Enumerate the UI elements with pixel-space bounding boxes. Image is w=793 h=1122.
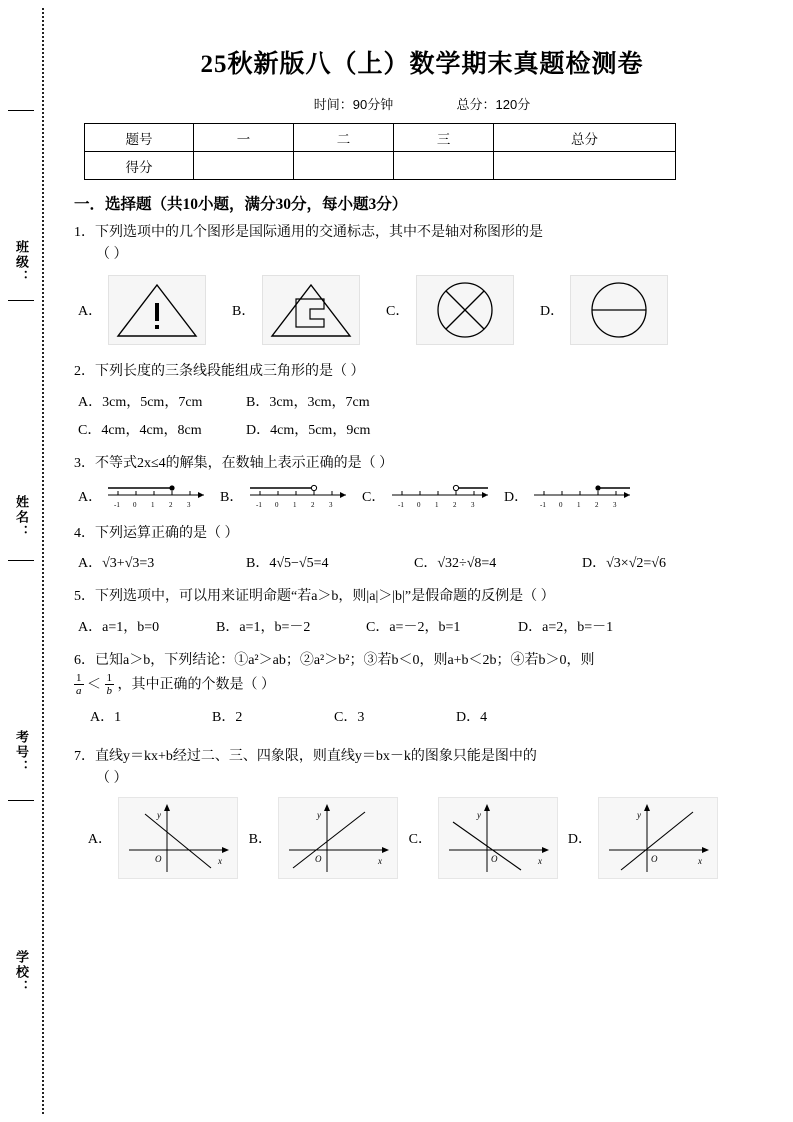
svg-text:2: 2 <box>453 500 457 509</box>
choice-label-c: C． <box>408 832 432 848</box>
question-5-options <box>78 616 772 636</box>
circle-cross-sign-icon <box>416 275 514 345</box>
svg-text:y: y <box>317 810 321 821</box>
svg-text:-1: -1 <box>540 500 546 509</box>
side-divider <box>8 800 34 801</box>
question-3 <box>74 453 772 475</box>
question-number: 6． <box>74 653 95 669</box>
table-row <box>85 152 676 180</box>
question-6-options <box>90 706 772 726</box>
table-cell <box>294 152 394 180</box>
question-blank: （ ） <box>96 246 128 262</box>
option-c: C．3 <box>334 710 365 726</box>
option-d: D．a=2，b=－1 <box>518 620 614 636</box>
svg-text:y: y <box>477 810 481 821</box>
graph-a-icon <box>118 797 238 879</box>
question-blank: （ ） <box>96 770 128 786</box>
question-text: 下列长度的三条线段能组成三角形的是（ ） <box>95 364 365 380</box>
svg-text:y: y <box>637 810 641 821</box>
side-divider <box>8 560 34 561</box>
svg-text:3: 3 <box>613 500 617 509</box>
numberline-c-icon <box>388 479 496 513</box>
fraction-one-over-a: $\frac{1}{a}$ <box>76 671 82 698</box>
side-label-examno: 考号： <box>14 730 29 775</box>
fraction-one-over-b: $\frac{1}{b}$ <box>106 671 112 698</box>
svg-text:-1: -1 <box>114 500 120 509</box>
option-b: B．4√5−√5=4 <box>246 556 329 572</box>
numberline-b-icon <box>246 479 354 513</box>
triangle-step-sign-icon <box>262 275 360 345</box>
question-4 <box>74 523 772 545</box>
svg-text:1: 1 <box>151 500 155 509</box>
svg-text:y: y <box>157 810 161 821</box>
side-divider <box>8 300 34 301</box>
question-1 <box>74 222 772 265</box>
choice-label-a: A． <box>78 304 103 320</box>
option-a: A．√3+√3=3 <box>78 556 155 572</box>
score-table <box>84 123 676 180</box>
question-text: 下列选项中的几个图形是国际通用的交通标志，其中不是轴对称图形的是 <box>95 225 543 240</box>
svg-text:3: 3 <box>187 500 191 509</box>
graph-c-icon <box>438 797 558 879</box>
question-1-choices <box>78 275 772 345</box>
question-6 <box>74 650 772 698</box>
svg-text:1: 1 <box>577 500 581 509</box>
choice-label-d: D． <box>567 832 592 848</box>
table-cell: 总分 <box>494 124 676 152</box>
question-text: 下列选项中，可以用来证明命题“若a＞b，则|a|＞|b|”是假命题的反例是（ ） <box>95 589 555 605</box>
question-text: 直线y＝kx+b经过二、三、四象限，则直线y＝bx－k的图象只能是图中的 <box>95 749 537 765</box>
question-3-choices <box>78 479 772 513</box>
svg-text:3: 3 <box>329 500 333 509</box>
choice-label-a: A． <box>87 832 112 848</box>
svg-text:2: 2 <box>311 500 315 509</box>
exam-meta <box>72 94 772 113</box>
option-b: B．2 <box>212 710 243 726</box>
circle-line-sign-icon <box>570 275 668 345</box>
choice-label-b: B． <box>248 832 272 848</box>
time-label: 时间：90分钟 <box>313 97 394 112</box>
question-2-options-row1 <box>78 391 772 411</box>
svg-text:3: 3 <box>471 500 475 509</box>
numberline-a-icon <box>104 479 212 513</box>
option-c: C．√32÷√8=4 <box>414 556 497 572</box>
table-row <box>85 124 676 152</box>
option-a: A．1 <box>90 710 122 726</box>
choice-label-b: B． <box>220 489 244 505</box>
table-cell <box>394 152 494 180</box>
question-6-continuation <box>74 672 772 698</box>
table-cell <box>194 152 294 180</box>
table-cell: 三 <box>394 124 494 152</box>
page-title: 25秋新版八（上）数学期末真题检测卷 <box>200 51 644 78</box>
question-text: 下列运算正确的是（ ） <box>95 525 239 541</box>
svg-text:O: O <box>491 854 498 865</box>
svg-text:-1: -1 <box>398 500 404 509</box>
question-6-tail: ，其中正确的个数是（ ） <box>117 677 275 693</box>
numberline-d-icon <box>530 479 638 513</box>
svg-text:O: O <box>315 854 322 865</box>
choice-label-d: D． <box>504 489 529 505</box>
triangle-exclamation-sign-icon <box>108 275 206 345</box>
option-a: A．3cm，5cm，7cm <box>78 395 203 411</box>
question-5 <box>74 586 772 608</box>
question-number: 2． <box>74 364 95 380</box>
question-7-choices <box>78 797 772 879</box>
document-body <box>72 0 772 879</box>
option-a: A．a=1，b=0 <box>78 620 160 636</box>
svg-text:x: x <box>218 856 222 867</box>
option-d: D．√3×√2=√6 <box>582 556 666 572</box>
question-number: 7． <box>74 749 95 765</box>
side-label-name: 姓名： <box>14 495 29 540</box>
question-number: 3． <box>74 456 95 472</box>
option-c: C．a=－2，b=1 <box>366 620 461 636</box>
table-cell <box>494 152 676 180</box>
question-2 <box>74 361 772 383</box>
svg-text:0: 0 <box>275 500 279 509</box>
question-number: 1． <box>74 225 95 240</box>
option-d: D．4 <box>456 710 488 726</box>
table-cell: 二 <box>294 124 394 152</box>
choice-label-d: D． <box>540 304 565 320</box>
svg-text:2: 2 <box>595 500 599 509</box>
choice-label-b: B． <box>232 304 256 320</box>
svg-text:0: 0 <box>559 500 563 509</box>
option-c: C．4cm，4cm，8cm <box>78 423 202 439</box>
svg-text:O: O <box>155 854 162 865</box>
svg-text:-1: -1 <box>256 500 262 509</box>
table-cell: 得分 <box>85 152 194 180</box>
question-number: 4． <box>74 525 95 541</box>
question-text: 已知a＞b，下列结论：①a²＞ab；②a²＞b²；③若b＜0，则a+b＜2b；④若b＞0，则 <box>95 653 595 669</box>
svg-text:x: x <box>538 856 542 867</box>
choice-label-a: A． <box>78 489 103 505</box>
section-heading-choice: 一．选择题（共10小题，满分30分，每小题3分） <box>74 196 408 213</box>
svg-text:1: 1 <box>435 500 439 509</box>
question-number: 5． <box>74 589 95 605</box>
graph-d-icon <box>598 797 718 879</box>
question-4-options <box>78 552 772 572</box>
svg-text:1: 1 <box>293 500 297 509</box>
table-cell: 一 <box>194 124 294 152</box>
question-text: 不等式2x≤4的解集，在数轴上表示正确的是（ ） <box>95 456 394 472</box>
side-divider <box>8 110 34 111</box>
graph-b-icon <box>278 797 398 879</box>
inequality-symbol: ＜ <box>87 677 101 693</box>
dotted-cut-line <box>42 8 44 1114</box>
choice-label-c: C． <box>362 489 386 505</box>
svg-text:0: 0 <box>133 500 137 509</box>
option-d: D．4cm，5cm，9cm <box>246 423 371 439</box>
choice-label-c: C． <box>386 304 410 320</box>
option-b: B．a=1，b=－2 <box>216 620 311 636</box>
side-label-class: 班级： <box>14 240 29 285</box>
svg-text:0: 0 <box>417 500 421 509</box>
svg-text:x: x <box>698 856 702 867</box>
svg-text:x: x <box>378 856 382 867</box>
question-2-options-row2 <box>78 419 772 439</box>
option-b: B．3cm，3cm，7cm <box>246 395 370 411</box>
svg-text:O: O <box>651 854 658 865</box>
table-cell: 题号 <box>85 124 194 152</box>
total-label: 总分：120分 <box>456 97 531 112</box>
side-label-school: 学校： <box>14 950 29 995</box>
svg-text:2: 2 <box>169 500 173 509</box>
question-7 <box>74 746 772 789</box>
